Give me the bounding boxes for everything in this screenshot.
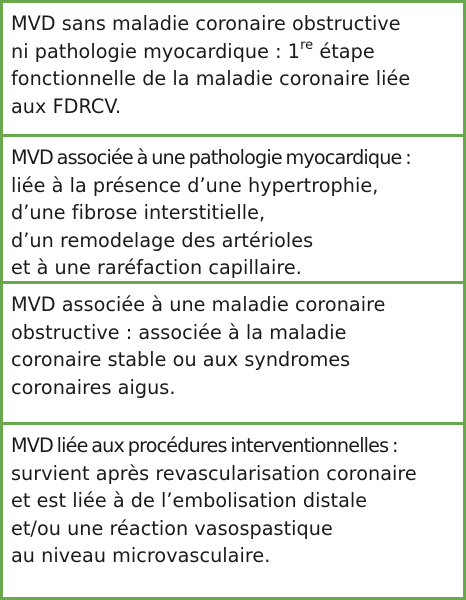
box2-line-3: d’une fibrose interstitielle, [11, 201, 266, 224]
box4-line-3: et est liée à de l’embolisation distale [11, 489, 368, 512]
box-mvd-obstructive-cad [3, 281, 463, 422]
box1-line-2-text: ni pathologie myocardique : 1 [11, 39, 301, 63]
box4-line-2: survient après revascularisation coronaire [11, 461, 417, 485]
box3-line-1: MVD associée à une maladie coronaire [11, 293, 386, 316]
box-mvd-interventional-procedures [3, 422, 463, 597]
box-mvd-myocardial-pathology [3, 134, 463, 281]
box1-line-2-tail: étape [313, 39, 375, 63]
box2-line-5: et à une raréfaction capillaire. [11, 256, 302, 279]
box3-line-3: coronaire stable ou aux syndromes [11, 348, 351, 371]
box-mvd-without-obstructive-cad [3, 3, 463, 134]
box4-line-4: et/ou une réaction vasospastique [11, 516, 333, 540]
box4-line-1: MVD liée aux procédures interventionnelles : [11, 434, 398, 457]
box1-line-1: MVD sans maladie coronaire obstructive [11, 12, 401, 35]
box1-line-2 [11, 38, 455, 66]
box2-line-2: liée à la présence d’une hypertrophie, [11, 173, 379, 197]
box1-line-4: aux FDRCV. [11, 94, 122, 118]
box1-line-2-superscript: re [300, 38, 314, 54]
box1-line-3: fonctionnelle de la maladie coronaire liée [11, 67, 411, 90]
box4-line-5: au niveau microvasculaire. [11, 544, 271, 567]
box3-line-4: coronaires aigus. [11, 375, 176, 399]
box2-line-1: MVD associée à une pathologie myocardique : [11, 146, 411, 169]
box2-line-4: d’un remodelage des artérioles [11, 228, 314, 252]
box3-line-2: obstructive : associée à la maladie [11, 320, 347, 344]
